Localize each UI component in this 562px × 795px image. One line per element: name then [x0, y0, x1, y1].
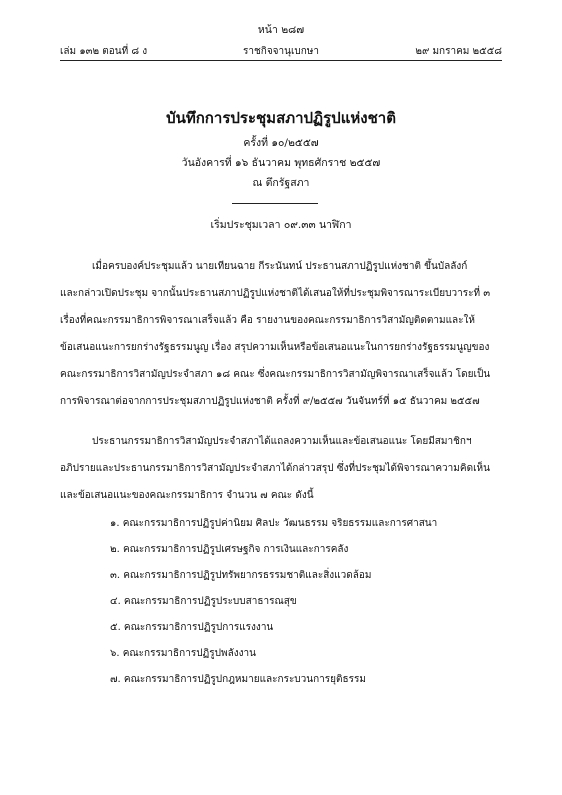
title-divider	[232, 203, 318, 204]
gazette-name: ราชกิจจานุเบกษา	[242, 46, 320, 57]
start-time: เริ่มประชุมเวลา ๐๙.๓๓ นาฬิกา	[210, 219, 352, 231]
paragraph-line: และข้อเสนอแนะของคณะกรรมาธิการ จำนวน ๗ คณะ ดังนี้	[60, 490, 314, 501]
paragraph-line: ข้อเสนอแนะการยกร่างรัฐธรรมนูญ เรื่อง สรุปความเห็นหรือข้อเสนอแนะในการยกร่างรัฐธรรมนูญของ	[60, 342, 490, 353]
paragraph-line: เรื่องที่คณะกรรมาธิการพิจารณาเสร็จแล้ว คือ รายงานของคณะกรรมาธิการวิสามัญติดตามและให้	[60, 315, 476, 326]
meeting-venue: ณ ตึกรัฐสภา	[252, 177, 310, 189]
committee-item: ๕. คณะกรรมาธิการปฏิรูปการแรงงาน	[110, 622, 274, 633]
meeting-number: ครั้งที่ ๑๐/๒๕๕๗	[243, 137, 319, 149]
paragraph-line: การพิจารณาต่อจากการประชุมสภาปฏิรูปแห่งชาติ ครั้งที่ ๙/๒๕๕๗ วันจันทร์ที่ ๑๕ ธันวาคม ๒๕๕๗	[60, 396, 480, 407]
committee-item: ๔. คณะกรรมาธิการปฏิรูประบบสาธารณสุข	[110, 596, 297, 607]
document-title: บันทึกการประชุมสภาปฏิรูปแห่งชาติ	[166, 109, 396, 127]
page-number: หน้า ๒๘๗	[257, 24, 305, 36]
committee-item: ๑. คณะกรรมาธิการปฏิรูปค่านิยม ศิลปะ วัฒนธรรม จริยธรรมและการศาสนา	[110, 518, 438, 529]
paragraph-line: อภิปรายและประธานกรรมาธิการวิสามัญประจำสภาได้กล่าวสรุป ซึ่งที่ประชุมได้พิจารณาความคิดเห็น	[60, 463, 490, 474]
paragraph-line: เมื่อครบองค์ประชุมแล้ว นายเทียนฉาย กีระนันทน์ ประธานสภาปฏิรูปแห่งชาติ ขึ้นบัลลังก์	[92, 261, 468, 272]
header-divider	[60, 60, 502, 61]
paragraph-line: ประธานกรรมาธิการวิสามัญประจำสภาได้แถลงความเห็นและข้อเสนอแนะ โดยมีสมาชิกฯ	[92, 436, 472, 447]
gazette-date: ๒๙ มกราคม ๒๕๕๘	[415, 46, 502, 57]
committee-item: ๓. คณะกรรมาธิการปฏิรูปทรัพยากรธรรมชาติและสิ่งแวดล้อม	[110, 570, 372, 581]
committee-item: ๒. คณะกรรมาธิการปฏิรูปเศรษฐกิจ การเงินและการคลัง	[110, 544, 349, 555]
paragraph-line: และกล่าวเปิดประชุม จากนั้นประธานสภาปฏิรูปแห่งชาติได้เสนอให้ที่ประชุมพิจารณาระเบียบวาระที่ ๓	[60, 288, 491, 299]
meeting-date: วันอังคารที่ ๑๖ ธันวาคม พุทธศักราช ๒๕๕๗	[181, 157, 381, 169]
committee-item: ๗. คณะกรรมาธิการปฏิรูปกฎหมายและกระบวนการยุติธรรม	[110, 674, 366, 685]
committee-item: ๖. คณะกรรมาธิการปฏิรูปพลังงาน	[110, 648, 256, 659]
gazette-volume: เล่ม ๑๓๒ ตอนที่ ๘ ง	[60, 46, 148, 57]
paragraph-line: คณะกรรมาธิการวิสามัญประจำสภา ๑๘ คณะ ซึ่งคณะกรรมาธิการวิสามัญพิจารณาเสร็จแล้ว โดยเป็น	[60, 369, 491, 380]
